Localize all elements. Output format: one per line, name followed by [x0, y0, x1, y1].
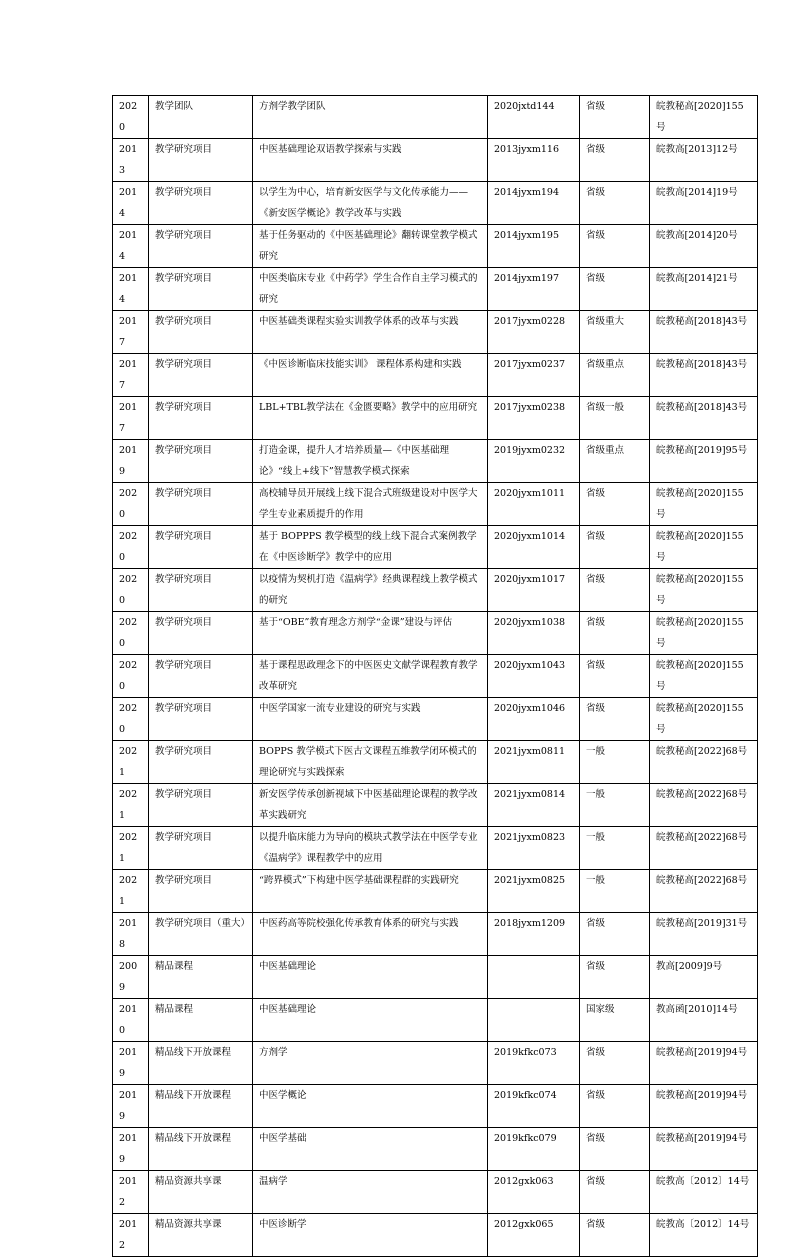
table-row [113, 96, 758, 139]
cell-year: 2017 [113, 311, 149, 354]
cell-document-number: 皖教秘高[2020]155号 [650, 526, 758, 569]
cell-name: 中医诊断学 [253, 1214, 488, 1257]
cell-document-number: 皖教秘高[2018]43号 [650, 354, 758, 397]
cell-code [488, 999, 580, 1042]
table-row [113, 1042, 758, 1085]
cell-name: 基于“OBE”教育理念方剂学“金课”建设与评估 [253, 612, 488, 655]
cell-document-number: 皖教秘高[2019]94号 [650, 1042, 758, 1085]
cell-document-number: 教高[2009]9号 [650, 956, 758, 999]
cell-level: 省级 [580, 1171, 650, 1214]
table-row [113, 1085, 758, 1128]
cell-document-number: 皖教高〔2012〕14号 [650, 1171, 758, 1214]
cell-code: 2021jyxm0825 [488, 870, 580, 913]
cell-document-number: 皖教秘高[2020]155号 [650, 96, 758, 139]
cell-level: 省级重点 [580, 440, 650, 483]
cell-type: 精品资源共享课 [149, 1214, 253, 1257]
table-row [113, 956, 758, 999]
cell-document-number: 皖教秘高[2022]68号 [650, 784, 758, 827]
table-row [113, 483, 758, 526]
table-row [113, 870, 758, 913]
cell-type: 教学研究项目 [149, 354, 253, 397]
cell-code: 2012gxk065 [488, 1214, 580, 1257]
cell-code: 2020jxtd144 [488, 96, 580, 139]
cell-name: 基于课程思政理念下的中医医史文献学课程教育教学改革研究 [253, 655, 488, 698]
cell-level: 省级重大 [580, 311, 650, 354]
cell-type: 教学研究项目 [149, 182, 253, 225]
cell-year: 2017 [113, 354, 149, 397]
table-row [113, 655, 758, 698]
cell-year: 2020 [113, 96, 149, 139]
cell-year: 2021 [113, 741, 149, 784]
cell-type: 教学研究项目 [149, 483, 253, 526]
cell-document-number: 皖教秘高[2020]155号 [650, 655, 758, 698]
cell-document-number: 皖教秘高[2019]31号 [650, 913, 758, 956]
cell-year: 2020 [113, 655, 149, 698]
cell-code: 2019jyxm0232 [488, 440, 580, 483]
cell-name: 以疫情为契机打造《温病学》经典课程线上教学模式的研究 [253, 569, 488, 612]
cell-type: 教学研究项目 [149, 440, 253, 483]
cell-name: 打造金课，提升人才培养质量—《中医基础理论》“线上+线下”智慧教学模式探索 [253, 440, 488, 483]
cell-document-number: 皖教秘高[2019]94号 [650, 1128, 758, 1171]
table-row [113, 225, 758, 268]
cell-code: 2021jyxm0811 [488, 741, 580, 784]
cell-document-number: 皖教秘高[2020]155号 [650, 698, 758, 741]
cell-document-number: 皖教秘高[2018]43号 [650, 311, 758, 354]
cell-document-number: 皖教秘高[2018]43号 [650, 397, 758, 440]
cell-level: 省级 [580, 655, 650, 698]
cell-code: 2013jyxm116 [488, 139, 580, 182]
cell-code: 2020jyxm1038 [488, 612, 580, 655]
cell-type: 精品线下开放课程 [149, 1128, 253, 1171]
cell-level: 省级一般 [580, 397, 650, 440]
table-row [113, 440, 758, 483]
cell-code: 2019kfkc079 [488, 1128, 580, 1171]
cell-name: 方剂学 [253, 1042, 488, 1085]
cell-year: 2019 [113, 1128, 149, 1171]
cell-name: 高校辅导员开展线上线下混合式班级建设对中医学大学生专业素质提升的作用 [253, 483, 488, 526]
cell-code [488, 956, 580, 999]
cell-code: 2018jyxm1209 [488, 913, 580, 956]
cell-level: 一般 [580, 784, 650, 827]
cell-name: 温病学 [253, 1171, 488, 1214]
cell-document-number: 皖教秘高[2019]94号 [650, 1085, 758, 1128]
cell-name: “跨界模式”下构建中医学基础课程群的实践研究 [253, 870, 488, 913]
table-row [113, 1128, 758, 1171]
table-row [113, 397, 758, 440]
cell-level: 省级 [580, 182, 650, 225]
cell-level: 一般 [580, 741, 650, 784]
cell-code: 2017jyxm0238 [488, 397, 580, 440]
table-row [113, 1214, 758, 1257]
cell-code: 2014jyxm197 [488, 268, 580, 311]
table-row [113, 784, 758, 827]
cell-year: 2020 [113, 569, 149, 612]
cell-name: 中医药高等院校强化传承教育体系的研究与实践 [253, 913, 488, 956]
cell-level: 省级 [580, 612, 650, 655]
cell-name: BOPPS 教学模式下医古文课程五维教学闭环模式的理论研究与实践探索 [253, 741, 488, 784]
cell-document-number: 皖教秘高[2020]155号 [650, 569, 758, 612]
cell-document-number: 教高函[2010]14号 [650, 999, 758, 1042]
cell-name: 基于任务驱动的《中医基础理论》翻转课堂教学模式研究 [253, 225, 488, 268]
cell-year: 2012 [113, 1214, 149, 1257]
cell-document-number: 皖教秘高[2022]68号 [650, 741, 758, 784]
cell-level: 省级 [580, 526, 650, 569]
table-row [113, 741, 758, 784]
cell-document-number: 皖教秘高[2020]155号 [650, 483, 758, 526]
table-row [113, 526, 758, 569]
cell-name: 中医基础理论双语教学探索与实践 [253, 139, 488, 182]
cell-level: 省级 [580, 698, 650, 741]
table-row [113, 354, 758, 397]
cell-name: 新安医学传承创新视域下中医基础理论课程的教学改革实践研究 [253, 784, 488, 827]
records-table-body [113, 96, 758, 1257]
cell-level: 省级重点 [580, 354, 650, 397]
cell-level: 省级 [580, 913, 650, 956]
cell-year: 2010 [113, 999, 149, 1042]
cell-type: 教学研究项目 [149, 612, 253, 655]
cell-year: 2014 [113, 225, 149, 268]
cell-type: 教学研究项目 [149, 870, 253, 913]
table-row [113, 268, 758, 311]
table-row [113, 139, 758, 182]
cell-level: 省级 [580, 139, 650, 182]
cell-level: 省级 [580, 225, 650, 268]
cell-name: 中医学基础 [253, 1128, 488, 1171]
cell-name: LBL+TBL教学法在《金匮要略》教学中的应用研究 [253, 397, 488, 440]
cell-level: 省级 [580, 483, 650, 526]
cell-year: 2019 [113, 1042, 149, 1085]
cell-year: 2009 [113, 956, 149, 999]
cell-level: 省级 [580, 1085, 650, 1128]
cell-level: 一般 [580, 827, 650, 870]
cell-code: 2017jyxm0237 [488, 354, 580, 397]
cell-year: 2013 [113, 139, 149, 182]
cell-year: 2014 [113, 182, 149, 225]
cell-year: 2019 [113, 1085, 149, 1128]
cell-code: 2019kfkc073 [488, 1042, 580, 1085]
cell-year: 2020 [113, 526, 149, 569]
cell-type: 教学研究项目 [149, 526, 253, 569]
cell-year: 2014 [113, 268, 149, 311]
cell-year: 2017 [113, 397, 149, 440]
cell-type: 教学研究项目 [149, 139, 253, 182]
cell-document-number: 皖教秘高[2022]68号 [650, 827, 758, 870]
cell-code: 2014jyxm195 [488, 225, 580, 268]
cell-type: 精品课程 [149, 999, 253, 1042]
records-table [112, 95, 758, 1257]
cell-year: 2021 [113, 827, 149, 870]
cell-name: 基于 BOPPPS 教学模型的线上线下混合式案例教学在《中医诊断学》教学中的应用 [253, 526, 488, 569]
cell-code: 2019kfkc074 [488, 1085, 580, 1128]
cell-level: 省级 [580, 268, 650, 311]
cell-document-number: 皖教高[2014]21号 [650, 268, 758, 311]
cell-type: 教学研究项目 [149, 827, 253, 870]
cell-level: 省级 [580, 569, 650, 612]
cell-type: 教学研究项目 [149, 655, 253, 698]
cell-code: 2012gxk063 [488, 1171, 580, 1214]
cell-code: 2020jyxm1011 [488, 483, 580, 526]
cell-type: 教学研究项目 [149, 741, 253, 784]
cell-document-number: 皖教高〔2012〕14号 [650, 1214, 758, 1257]
cell-code: 2020jyxm1046 [488, 698, 580, 741]
cell-document-number: 皖教秘高[2019]95号 [650, 440, 758, 483]
cell-code: 2020jyxm1017 [488, 569, 580, 612]
cell-name: 中医基础类课程实验实训教学体系的改革与实践 [253, 311, 488, 354]
cell-document-number: 皖教高[2014]20号 [650, 225, 758, 268]
table-row [113, 913, 758, 956]
table-row [113, 999, 758, 1042]
table-row [113, 311, 758, 354]
cell-level: 国家级 [580, 999, 650, 1042]
cell-year: 2018 [113, 913, 149, 956]
cell-year: 2021 [113, 870, 149, 913]
cell-name: 方剂学教学团队 [253, 96, 488, 139]
cell-year: 2020 [113, 612, 149, 655]
cell-level: 省级 [580, 1042, 650, 1085]
cell-code: 2021jyxm0814 [488, 784, 580, 827]
cell-type: 教学研究项目 [149, 397, 253, 440]
table-row [113, 182, 758, 225]
cell-document-number: 皖教秘高[2020]155号 [650, 612, 758, 655]
cell-type: 教学研究项目 [149, 569, 253, 612]
cell-year: 2021 [113, 784, 149, 827]
cell-year: 2020 [113, 483, 149, 526]
cell-type: 教学研究项目 [149, 225, 253, 268]
cell-type: 精品线下开放课程 [149, 1085, 253, 1128]
table-row [113, 698, 758, 741]
cell-document-number: 皖教秘高[2022]68号 [650, 870, 758, 913]
table-row [113, 612, 758, 655]
cell-name: 中医基础理论 [253, 999, 488, 1042]
cell-name: 中医基础理论 [253, 956, 488, 999]
cell-level: 省级 [580, 956, 650, 999]
cell-code: 2021jyxm0823 [488, 827, 580, 870]
cell-document-number: 皖教高[2013]12号 [650, 139, 758, 182]
cell-year: 2020 [113, 698, 149, 741]
cell-level: 省级 [580, 1214, 650, 1257]
cell-code: 2014jyxm194 [488, 182, 580, 225]
cell-name: 以提升临床能力为导向的模块式教学法在中医学专业《温病学》课程教学中的应用 [253, 827, 488, 870]
cell-year: 2012 [113, 1171, 149, 1214]
cell-type: 教学研究项目 [149, 784, 253, 827]
cell-name: 《中医诊断临床技能实训》 课程体系构建和实践 [253, 354, 488, 397]
cell-level: 省级 [580, 1128, 650, 1171]
cell-level: 一般 [580, 870, 650, 913]
cell-name: 中医学概论 [253, 1085, 488, 1128]
cell-type: 精品资源共享课 [149, 1171, 253, 1214]
cell-type: 精品课程 [149, 956, 253, 999]
cell-type: 教学研究项目 [149, 698, 253, 741]
cell-code: 2020jyxm1014 [488, 526, 580, 569]
cell-code: 2017jyxm0228 [488, 311, 580, 354]
cell-year: 2019 [113, 440, 149, 483]
table-row [113, 1171, 758, 1214]
cell-type: 教学研究项目 [149, 311, 253, 354]
cell-code: 2020jyxm1043 [488, 655, 580, 698]
cell-level: 省级 [580, 96, 650, 139]
cell-name: 以学生为中心，培育新安医学与文化传承能力——《新安医学概论》教学改革与实践 [253, 182, 488, 225]
table-row [113, 569, 758, 612]
table-row [113, 827, 758, 870]
cell-type: 教学研究项目 [149, 268, 253, 311]
cell-name: 中医类临床专业《中药学》学生合作自主学习模式的研究 [253, 268, 488, 311]
cell-name: 中医学国家一流专业建设的研究与实践 [253, 698, 488, 741]
cell-type: 教学团队 [149, 96, 253, 139]
cell-type: 教学研究项目（重大） [149, 913, 253, 956]
cell-type: 精品线下开放课程 [149, 1042, 253, 1085]
cell-document-number: 皖教高[2014]19号 [650, 182, 758, 225]
